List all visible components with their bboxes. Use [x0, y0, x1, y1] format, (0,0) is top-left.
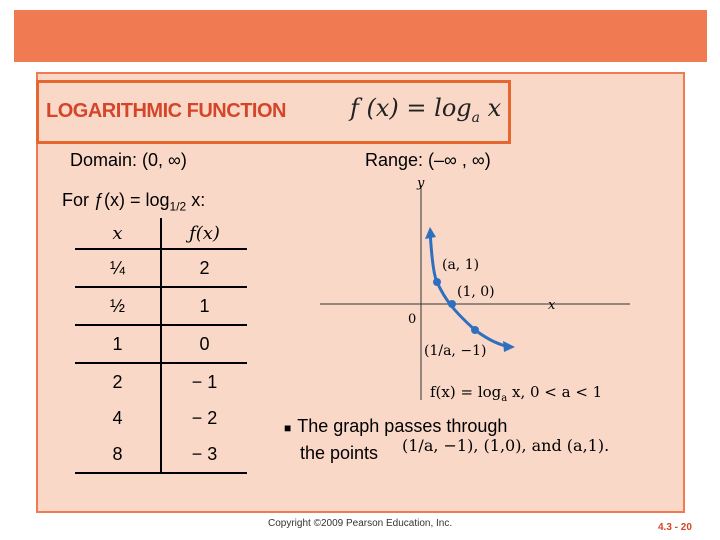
title-formula-base: a [471, 109, 480, 126]
header-band [14, 10, 707, 62]
point-a1 [433, 278, 441, 286]
title-formula-tail: x [480, 94, 502, 122]
range-text: Range: (–∞ , ∞) [365, 150, 491, 170]
table-caption-base: 1/2 [169, 199, 187, 214]
table-header-row [75, 218, 247, 249]
y-axis-label: y [417, 176, 425, 191]
graph-caption-main: f(x) = log [430, 383, 502, 401]
cell-fx: − 3 [161, 436, 247, 473]
cell-fx: 1 [161, 287, 247, 325]
domain-text: Domain: (0, ∞) [70, 150, 187, 170]
x-axis-label: x [548, 298, 556, 313]
curve-arrow-bottom [503, 341, 515, 352]
point-10 [448, 300, 456, 308]
slide-title: LOGARITHMIC FUNCTION [46, 100, 286, 122]
table-row [75, 249, 247, 287]
point-1a [471, 326, 479, 334]
cell-fx: 2 [161, 249, 247, 287]
bullet-text-1: The graph passes through [297, 416, 508, 436]
title-formula-main: f (x) = log [350, 94, 472, 122]
graph-caption [430, 383, 602, 404]
copyright-text: Copyright ©2009 Pearson Education, Inc. [268, 518, 453, 529]
cell-x: 4 [75, 400, 161, 436]
table-caption-suffix: x: [186, 190, 206, 210]
origin-label: 0 [408, 312, 417, 327]
cell-fx: − 2 [191, 407, 218, 428]
header-fx: ƒ(x) [161, 218, 247, 249]
log-graph [320, 175, 640, 405]
table-row [75, 436, 247, 473]
graph-caption-tail: x, 0 < a < 1 [507, 383, 603, 401]
cell-x: 2 [75, 363, 161, 400]
label-1a: (1/a, −1) [424, 343, 487, 359]
points-formula: (1/a, −1), (1,0), and (a,1). [402, 436, 610, 455]
bullet-text-2: the points [300, 443, 379, 463]
graph-caption-base: a [501, 393, 508, 404]
page-number: 4.3 - 20 [658, 522, 692, 533]
label-10: (1, 0) [457, 284, 495, 300]
values-table [75, 218, 247, 474]
header-x: x [75, 218, 161, 249]
table-caption [62, 190, 205, 214]
table-row [75, 400, 247, 436]
title-formula [350, 94, 501, 126]
cell-fx: 0 [161, 325, 247, 363]
table-caption-prefix: For ƒ(x) = log [62, 190, 170, 210]
cell-x: ½ [75, 287, 161, 325]
label-a1: (a, 1) [442, 257, 480, 273]
bullet-icon: ■ [284, 421, 292, 435]
table-row [75, 287, 247, 325]
curve-arrow-top [425, 227, 436, 239]
cell-x: ¼ [75, 249, 161, 287]
cell-fx: − 1 [191, 371, 218, 392]
table-row [75, 325, 247, 363]
cell-x: 8 [75, 436, 161, 473]
cell-x: 1 [75, 325, 161, 363]
table-row [75, 363, 247, 400]
